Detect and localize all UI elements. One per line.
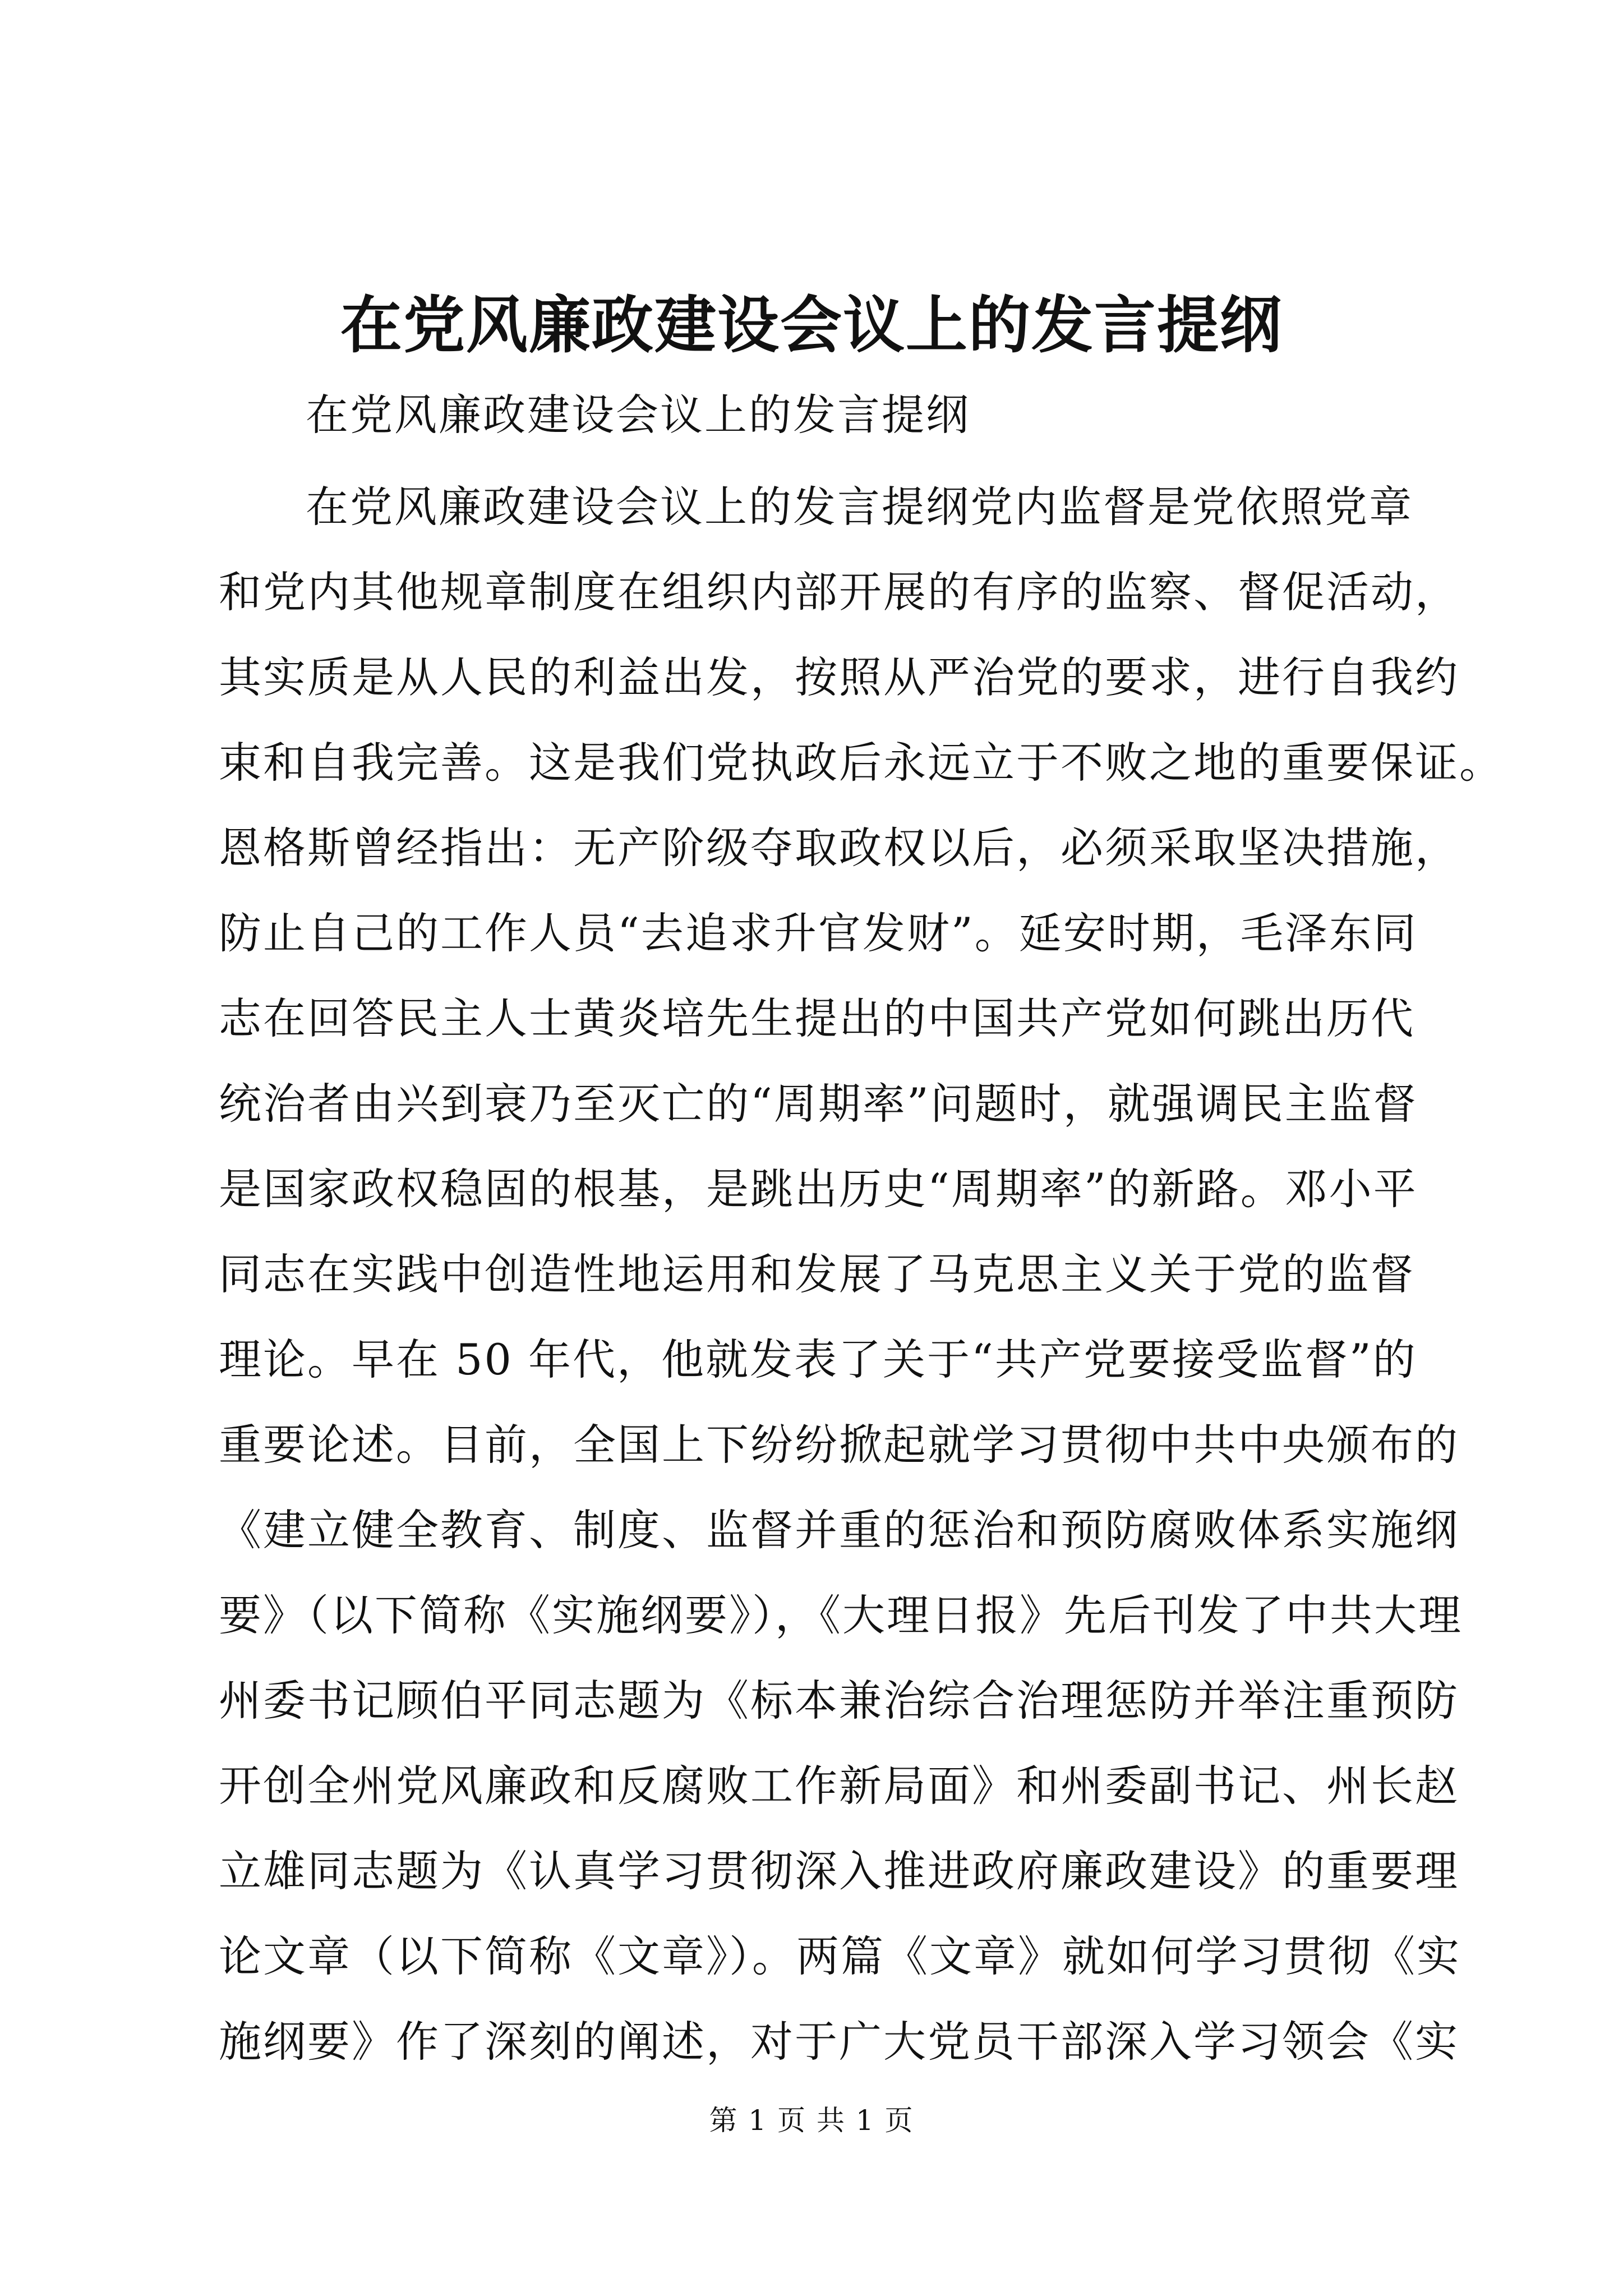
body-line: 要》（以下简称《实施纲要》），《大理日报》先后刊发了中共大理: [219, 1590, 1463, 1640]
body-line: 防止自己的工作人员“去追求升官发财”。延安时期，毛泽东同: [219, 908, 1418, 958]
body-line: 《建立健全教育、制度、监督并重的惩治和预防腐败体系实施纲: [219, 1505, 1459, 1555]
body-line: 重要论述。目前，全国上下纷纷掀起就学习贯彻中共中央颁布的: [219, 1420, 1459, 1470]
body-line: 恩格斯曾经指出：无产阶级夺取政权以后，必须采取坚决措施，: [219, 823, 1459, 873]
document-title: 在党风廉政建设会议上的发言提纲: [340, 289, 1283, 361]
body-line: 在党风廉政建设会议上的发言提纲党内监督是党依照党章: [306, 482, 1413, 532]
body-line: 和党内其他规章制度在组织内部开展的有序的监察、督促活动，: [219, 567, 1459, 617]
body-line: 理论。早在 50 年代，他就发表了关于“共产党要接受监督”的: [219, 1335, 1417, 1384]
body-line: 是国家政权稳固的根基，是跳出历史“周期率”的新路。邓小平: [219, 1164, 1418, 1214]
body-line: 其实质是从人民的利益出发，按照从严治党的要求，进行自我约: [219, 652, 1459, 702]
body-line: 施纲要》作了深刻的阐述，对于广大党员干部深入学习领会《实: [219, 2017, 1459, 2067]
body-paragraph: [219, 464, 1504, 2085]
body-line: 志在回答民主人士黄炎培先生提出的中国共产党如何跳出历代: [219, 993, 1415, 1043]
body-line: 立雄同志题为《认真学习贯彻深入推进政府廉政建设》的重要理: [219, 1846, 1459, 1896]
body-line: 同志在实践中创造性地运用和发展了马克思主义关于党的监督: [219, 1249, 1415, 1299]
body-line: 论文章（以下简称《文章》）。两篇《文章》就如何学习贯彻《实: [219, 1931, 1461, 1981]
body-line: 州委书记顾伯平同志题为《标本兼治综合治理惩防并举注重预防: [219, 1676, 1459, 1726]
body-line: 开创全州党风廉政和反腐败工作新局面》和州委副书记、州长赵: [219, 1761, 1459, 1811]
page-footer: 第 1 页 共 1 页: [709, 2104, 914, 2137]
body-line: 束和自我完善。这是我们党执政后永远立于不败之地的重要保证。: [219, 738, 1504, 788]
body-line: 统治者由兴到衰乃至灭亡的“周期率”问题时，就强调民主监督: [219, 1079, 1418, 1129]
document-subtitle: 在党风廉政建设会议上的发言提纲: [306, 390, 970, 440]
